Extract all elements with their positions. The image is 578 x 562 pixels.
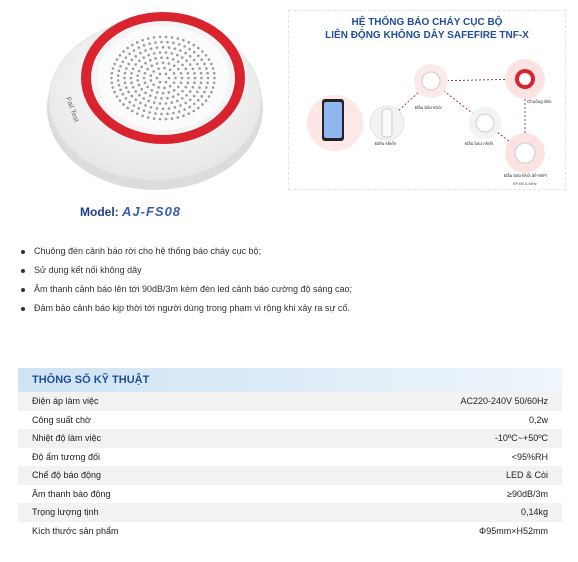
label-frequency: RF4M A.MHz [513, 181, 537, 186]
spec-label: Nhiệt độ làm việc [32, 433, 102, 443]
spec-title: THÔNG SỐ KỸ THUẬT [18, 368, 562, 392]
spec-row [18, 411, 562, 430]
feature-item: Âm thanh cảnh báo lên tới 90dB/3m kèm đèn led cảnh báo cường độ sáng cao; [18, 280, 558, 299]
diagram-title-line2: LIÊN ĐỘNG KHÔNG DÂY SAFEFIRE TNF-X [325, 30, 529, 41]
spec-value: <95%RH [511, 451, 548, 462]
spec-table [18, 392, 562, 540]
model-caption [80, 204, 181, 219]
spec-value: -10ºC~+50ºC [494, 433, 548, 443]
spec-label: Điện áp làm việc [32, 396, 99, 406]
spec-value: ≥90dB/3m [507, 488, 548, 499]
spec-value: Φ95mm×H52mm [479, 525, 548, 536]
model-name: AJ-FS08 [122, 204, 182, 219]
spec-value: 0,2w [528, 414, 548, 425]
model-label: Model: [80, 205, 119, 219]
label-heat: Đầu báo nhiệt [465, 141, 494, 146]
spec-label: Trọng lượng tịnh [32, 507, 99, 517]
spec-row [18, 485, 562, 504]
spec-label: Kích thước sản phẩm [32, 525, 119, 536]
spec-row [18, 448, 562, 467]
spec-label: Chế độ báo động [32, 470, 102, 480]
feature-item: Chuông đèn cảnh báo rời cho hệ thống báo cháy cục bộ; [18, 242, 558, 261]
label-wifi: Đầu báo khói dê WiFi [504, 173, 548, 178]
spec-value: 0,14kg [520, 507, 548, 517]
diagram-title-line1: HỆ THỐNG BÁO CHÁY CỤC BỘ [351, 17, 503, 28]
spec-row [18, 429, 562, 448]
spec-value: AC220-240V 50/60Hz [460, 396, 548, 406]
spec-value: LED & Còi [505, 470, 548, 480]
spec-row [18, 392, 562, 411]
feature-list [18, 242, 558, 318]
siren-product-image [40, 0, 270, 200]
spec-row [18, 466, 562, 485]
side-label: Fail Test [64, 96, 80, 124]
spec-label: Độ ẩm tương đối [32, 451, 100, 462]
spec-label: Âm thanh báo động [32, 488, 111, 499]
label-smoke: Đầu báo khói [415, 105, 442, 110]
system-diagram [288, 10, 566, 190]
spec-row [18, 503, 562, 522]
diagram-graphic [289, 11, 565, 189]
label-siren: Chuông đèn [527, 99, 552, 104]
feature-item: Sử dụng kết nối không dây [18, 261, 558, 280]
feature-item: Đảm bảo cảnh báo kịp thời tới người dùng trong phạm vi rộng khi xảy ra sự cố. [18, 299, 558, 318]
spec-label: Công suất chờ [32, 414, 91, 425]
spec-row [18, 522, 562, 541]
label-remote: Điều khiển [375, 141, 397, 146]
